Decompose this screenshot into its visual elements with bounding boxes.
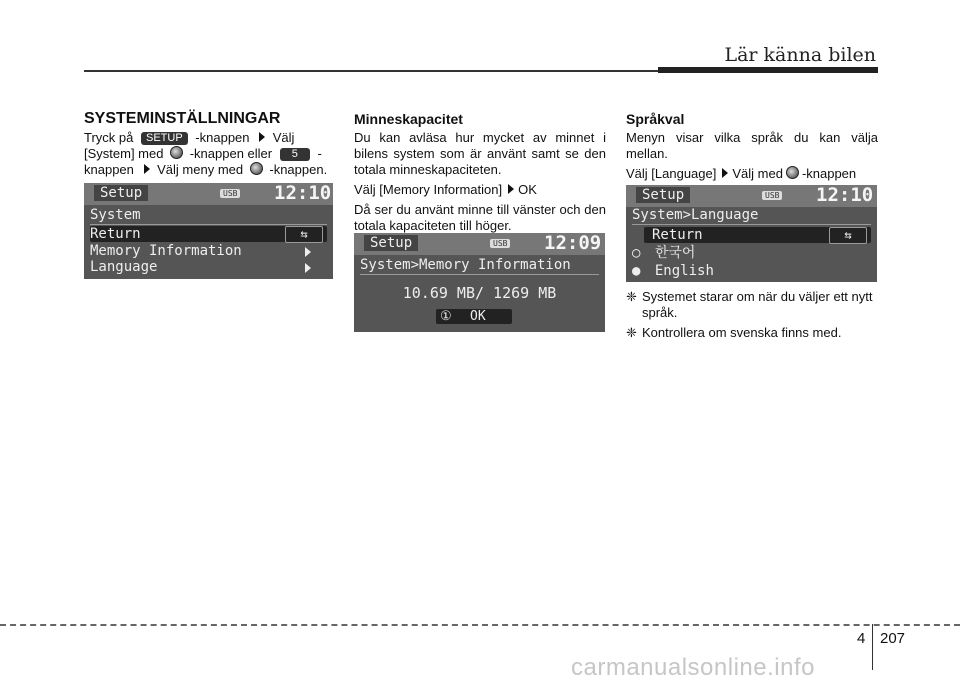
notes — [626, 289, 878, 345]
note-item — [626, 325, 878, 341]
memory-usage-value: 10.69 MB/ 1269 MB — [402, 284, 557, 302]
breadcrumb: System>Language — [632, 207, 759, 223]
footer-divider — [872, 624, 873, 670]
screen-system-menu — [84, 183, 333, 279]
menu-item-label: Memory Information — [90, 243, 242, 259]
note-text: Kontrollera om svenska finns med. — [642, 325, 842, 340]
note-icon: ❈ — [626, 289, 637, 304]
back-icon: ⇆ — [829, 227, 867, 244]
header-rule — [84, 70, 660, 72]
arrow-right-icon — [508, 184, 514, 194]
back-icon: ⇆ — [285, 226, 323, 243]
paragraph: Du kan avläsa hur mycket av minnet i bilens system som är använt samt se den totala minneskapaciteten. — [354, 130, 606, 177]
text: - — [317, 146, 322, 161]
screen-title-bar — [354, 233, 605, 255]
ok-label: OK — [470, 309, 486, 324]
heading-system-settings: SYSTEMINSTÄLLNINGAR — [84, 110, 281, 127]
text: -knappen. — [269, 162, 328, 177]
section-title: Lär känna bilen — [724, 44, 876, 66]
note-icon: ❈ — [626, 325, 637, 340]
clock: 12:10 — [816, 185, 874, 206]
menu-item-memory-information[interactable] — [90, 243, 327, 259]
clock: 12:09 — [544, 233, 602, 254]
screen-language — [626, 185, 877, 282]
text: -knappen eller — [189, 146, 273, 161]
column-language — [626, 110, 878, 186]
number-one-icon: ① — [440, 309, 452, 324]
usb-badge: USB — [762, 191, 782, 200]
usb-badge: USB — [490, 239, 510, 248]
text: Välj meny med — [157, 162, 244, 177]
screen-title: Setup — [364, 235, 418, 251]
setup-button-icon: SETUP — [141, 132, 188, 145]
menu-item-label: Return — [652, 227, 703, 243]
divider — [90, 224, 327, 225]
breadcrumb: System>Memory Information — [360, 257, 571, 273]
arrow-right-icon — [144, 164, 150, 174]
note-item — [626, 289, 878, 321]
tune-knob-icon — [250, 162, 263, 175]
divider — [360, 274, 599, 275]
instruction — [626, 166, 878, 182]
menu-header-system: System — [90, 207, 141, 223]
text: OK — [518, 182, 537, 197]
screen-title: Setup — [94, 185, 148, 201]
radio-off-icon: ○ — [632, 245, 641, 261]
text: [System] med — [84, 146, 164, 161]
menu-item-return[interactable] — [90, 226, 327, 242]
language-label: 한국어 — [654, 245, 696, 261]
chevron-right-icon — [305, 247, 311, 257]
screen-memory-information — [354, 233, 605, 332]
instruction-paragraph — [84, 130, 336, 178]
note-text: Systemet starar om när du väljer ett nytt språk. — [642, 289, 873, 320]
five-button-icon: 5 — [280, 148, 310, 161]
footer-rule — [0, 624, 960, 626]
menu-item-label: Return — [90, 226, 141, 242]
text: Välj med — [732, 166, 783, 181]
instruction — [354, 182, 606, 198]
column-system-settings — [84, 110, 336, 182]
chevron-right-icon — [305, 263, 311, 273]
text: knappen — [84, 162, 134, 177]
chapter-number: 4 — [857, 630, 866, 647]
ok-button[interactable] — [436, 309, 512, 324]
menu-item-language[interactable] — [90, 259, 327, 275]
usb-badge: USB — [220, 189, 240, 198]
screen-title: Setup — [636, 187, 690, 203]
text: Välj [Memory Information] — [354, 182, 503, 197]
text: -knappen — [195, 130, 250, 145]
column-memory-capacity — [354, 110, 606, 238]
arrow-right-icon — [722, 168, 728, 178]
text: Välj — [272, 130, 295, 145]
arrow-right-icon — [259, 132, 265, 142]
paragraph: Menyn visar vilka språk du kan välja mellan. — [626, 130, 878, 161]
heading-memory-capacity: Minneskapacitet — [354, 111, 463, 127]
clock: 12:10 — [274, 183, 332, 204]
text: Tryck på — [84, 130, 134, 145]
header-rule-accent — [658, 67, 878, 73]
language-label: English — [654, 263, 714, 279]
tune-knob-icon — [786, 166, 799, 179]
page-number: 207 — [880, 630, 906, 647]
paragraph: Då ser du använt minne till vänster och den totala kapaciteten till höger. — [354, 202, 606, 233]
text: -knappen — [801, 166, 857, 181]
language-option-korean[interactable] — [632, 245, 871, 261]
screen-title-bar — [84, 183, 333, 205]
tune-knob-icon — [170, 146, 183, 159]
watermark: carmanualsonline.info — [571, 654, 815, 681]
menu-item-return[interactable] — [644, 227, 871, 243]
screen-title-bar — [626, 185, 877, 207]
menu-item-label: Language — [90, 259, 158, 275]
heading-language: Språkval — [626, 111, 685, 127]
radio-on-icon: ● — [632, 263, 641, 279]
text: Välj [Language] — [626, 166, 717, 181]
language-option-english[interactable] — [632, 263, 871, 279]
divider — [632, 224, 871, 225]
